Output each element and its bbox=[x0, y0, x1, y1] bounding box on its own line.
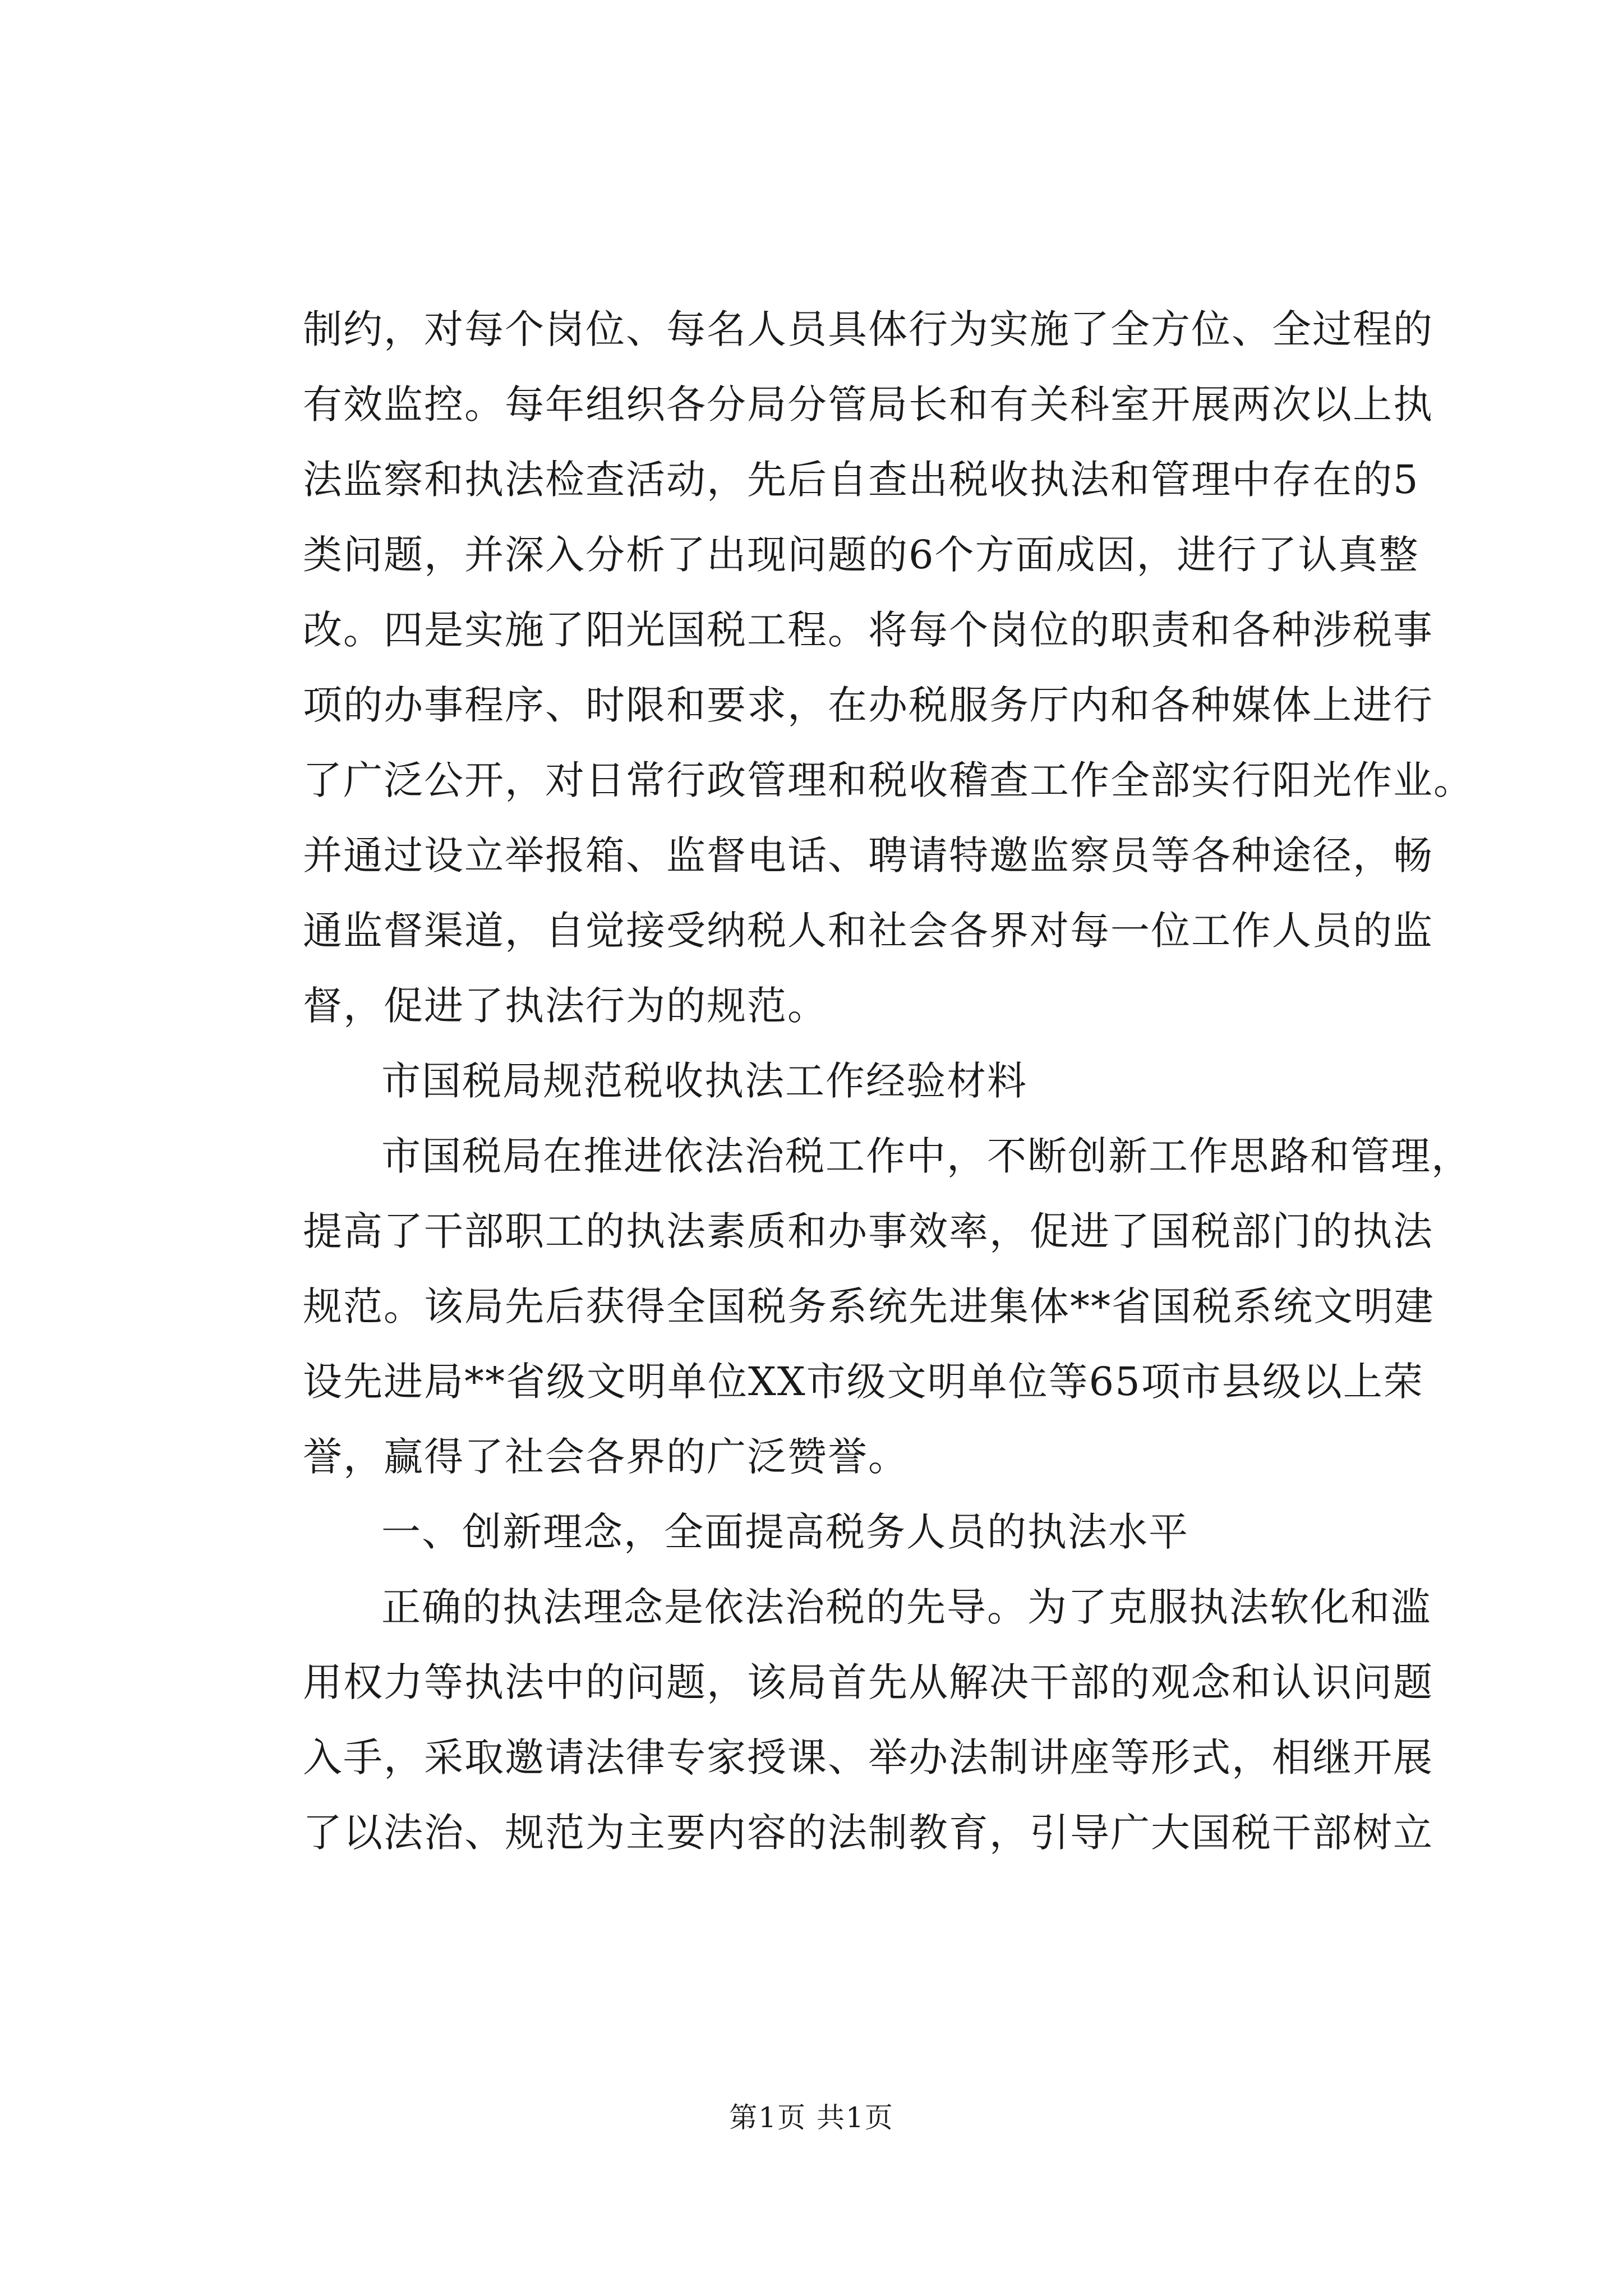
body-line: 设先进局**省级文明单位XX市级文明单位等65项市县级以上荣 bbox=[303, 1359, 1424, 1405]
body-line: 了以法治、规范为主要内容的法制教育，引导广大国税干部树立 bbox=[303, 1810, 1433, 1856]
section-heading: 一、创新理念，全面提高税务人员的执法水平 bbox=[381, 1509, 1189, 1555]
paragraph-start-line: 正确的执法理念是依法治税的先导。为了克服执法软化和滥 bbox=[381, 1584, 1431, 1630]
body-line: 通监督渠道，自觉接受纳税人和社会各界对每一位工作人员的监 bbox=[303, 908, 1433, 954]
body-line: 提高了干部职工的执法素质和办事效率，促进了国税部门的执法 bbox=[303, 1208, 1433, 1254]
section-title: 市国税局规范税收执法工作经验材料 bbox=[381, 1058, 1027, 1104]
body-line: 规范。该局先后获得全国税务系统先进集体**省国税系统文明建 bbox=[303, 1283, 1435, 1329]
body-line: 并通过设立举报箱、监督电话、聘请特邀监察员等各种途径，畅 bbox=[303, 832, 1433, 878]
page-footer: 第1页 共1页 bbox=[729, 2101, 894, 2134]
body-line: 类问题，并深入分析了出现问题的6个方面成因，进行了认真整 bbox=[303, 532, 1419, 578]
body-line: 督，促进了执法行为的规范。 bbox=[303, 983, 828, 1029]
body-line: 誉，赢得了社会各界的广泛赞誉。 bbox=[303, 1434, 909, 1480]
body-line: 制约，对每个岗位、每名人员具体行为实施了全方位、全过程的 bbox=[303, 306, 1433, 352]
body-line: 有效监控。每年组织各分局分管局长和有关科室开展两次以上执 bbox=[303, 381, 1433, 427]
body-line: 改。四是实施了阳光国税工程。将每个岗位的职责和各种涉税事 bbox=[303, 607, 1433, 653]
body-line: 入手，采取邀请法律专家授课、举办法制讲座等形式，相继开展 bbox=[303, 1734, 1433, 1780]
body-line: 用权力等执法中的问题，该局首先从解决干部的观念和认识问题 bbox=[303, 1659, 1433, 1705]
body-line: 了广泛公开，对日常行政管理和税收稽查工作全部实行阳光作业。 bbox=[303, 757, 1474, 803]
body-line: 项的办事程序、时限和要求，在办税服务厅内和各种媒体上进行 bbox=[303, 682, 1433, 728]
document-body bbox=[303, 292, 1474, 1870]
body-line: 法监察和执法检查活动，先后自查出税收执法和管理中存在的5 bbox=[303, 457, 1419, 503]
paragraph-start-line: 市国税局在推进依法治税工作中，不断创新工作思路和管理， bbox=[381, 1133, 1472, 1179]
